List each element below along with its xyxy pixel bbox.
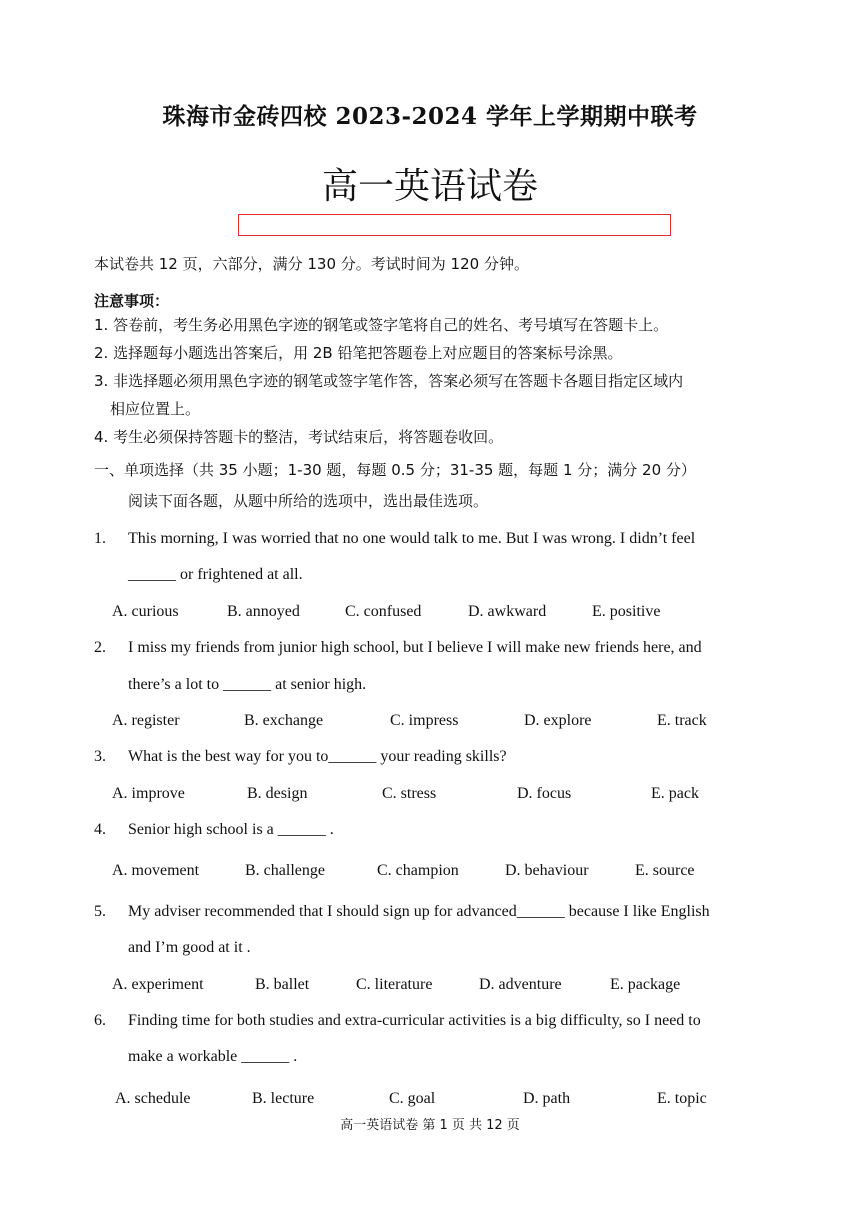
question-text: there’s a lot to ______ at senior high. (128, 676, 367, 693)
option-d[interactable]: D. focus (517, 785, 572, 802)
note-item: 2. 选择题每小题选出答案后，用 2B 铅笔把答题卷上对应题目的答案标号涂黑。 (94, 344, 623, 362)
question-number: 3. (94, 748, 106, 765)
question-number: 4. (94, 821, 106, 838)
question-text: Finding time for both studies and extra-curricular activities is a big difficulty, so I need to (128, 1012, 701, 1029)
option-d[interactable]: D. explore (524, 712, 592, 729)
name-field-box[interactable] (238, 214, 671, 236)
question-text: Senior high school is a ______ . (128, 821, 334, 838)
option-d[interactable]: D. path (523, 1090, 571, 1107)
option-a[interactable]: A. schedule (115, 1090, 191, 1107)
option-e[interactable]: E. package (610, 976, 681, 993)
note-item: 4. 考生必须保持答题卡的整洁，考试结束后，将答题卷收回。 (94, 428, 504, 446)
option-c[interactable]: C. literature (356, 976, 433, 993)
option-d[interactable]: D. awkward (468, 603, 547, 620)
option-e[interactable]: E. positive (592, 603, 661, 620)
option-b[interactable]: B. annoyed (227, 603, 300, 620)
option-a[interactable]: A. curious (112, 603, 179, 620)
option-c[interactable]: C. goal (389, 1090, 436, 1107)
option-b[interactable]: B. challenge (245, 862, 325, 879)
option-b[interactable]: B. ballet (255, 976, 310, 993)
option-a[interactable]: A. register (112, 712, 180, 729)
option-e[interactable]: E. pack (651, 785, 699, 802)
option-c[interactable]: C. impress (390, 712, 459, 729)
question-text: My adviser recommended that I should sign up for advanced______ because I like English (128, 903, 710, 920)
question-text: and I’m good at it . (128, 939, 251, 956)
option-b[interactable]: B. exchange (244, 712, 324, 729)
question-text: What is the best way for you to______ your reading skills? (128, 748, 507, 765)
option-b[interactable]: B. lecture (252, 1090, 315, 1107)
option-e[interactable]: E. track (657, 712, 707, 729)
question-text: I miss my friends from junior high school, but I believe I will make new friends here, and (128, 639, 702, 656)
question-text: make a workable ______ . (128, 1048, 298, 1065)
notes-heading: 注意事项： (94, 292, 170, 310)
question-text: This morning, I was worried that no one would talk to me. But I was wrong. I didn’t feel (128, 530, 696, 547)
option-d[interactable]: D. behaviour (505, 862, 589, 879)
question-number: 2. (94, 639, 106, 656)
note-item: 相应位置上。 (110, 400, 201, 418)
question-number: 1. (94, 530, 106, 547)
exam-title: 珠海市金砖四校 2023-2024 学年上学期期中联考 (162, 103, 698, 130)
option-c[interactable]: C. stress (382, 785, 437, 802)
section-title: 一、单项选择（共 35 小题；1-30 题，每题 0.5 分；31-35 题，每题 1 分；满分 20 分） (94, 461, 696, 479)
option-b[interactable]: B. design (247, 785, 308, 802)
option-c[interactable]: C. confused (345, 603, 422, 620)
paper-title: 高一英语试卷 (321, 166, 538, 207)
option-a[interactable]: A. improve (112, 785, 185, 802)
option-d[interactable]: D. adventure (479, 976, 562, 993)
option-c[interactable]: C. champion (377, 862, 459, 879)
option-e[interactable]: E. topic (657, 1090, 707, 1107)
option-a[interactable]: A. experiment (112, 976, 204, 993)
note-item: 1. 答卷前，考生务必用黑色字迹的钢笔或签字笔将自己的姓名、考号填写在答题卡上。 (94, 316, 669, 334)
question-text: ______ or frightened at all. (128, 566, 303, 583)
page-footer: 高一英语试卷 第 1 页 共 12 页 (340, 1118, 520, 1133)
intro-text: 本试卷共 12 页，六部分，满分 130 分。考试时间为 120 分钟。 (94, 255, 529, 273)
question-number: 5. (94, 903, 106, 920)
note-item: 3. 非选择题必须用黑色字迹的钢笔或签字笔作答，答案必须写在答题卡各题目指定区域内 (94, 372, 684, 390)
option-e[interactable]: E. source (635, 862, 695, 879)
option-a[interactable]: A. movement (112, 862, 200, 879)
question-number: 6. (94, 1012, 106, 1029)
section-instruction: 阅读下面各题，从题中所给的选项中，选出最佳选项。 (128, 492, 489, 510)
